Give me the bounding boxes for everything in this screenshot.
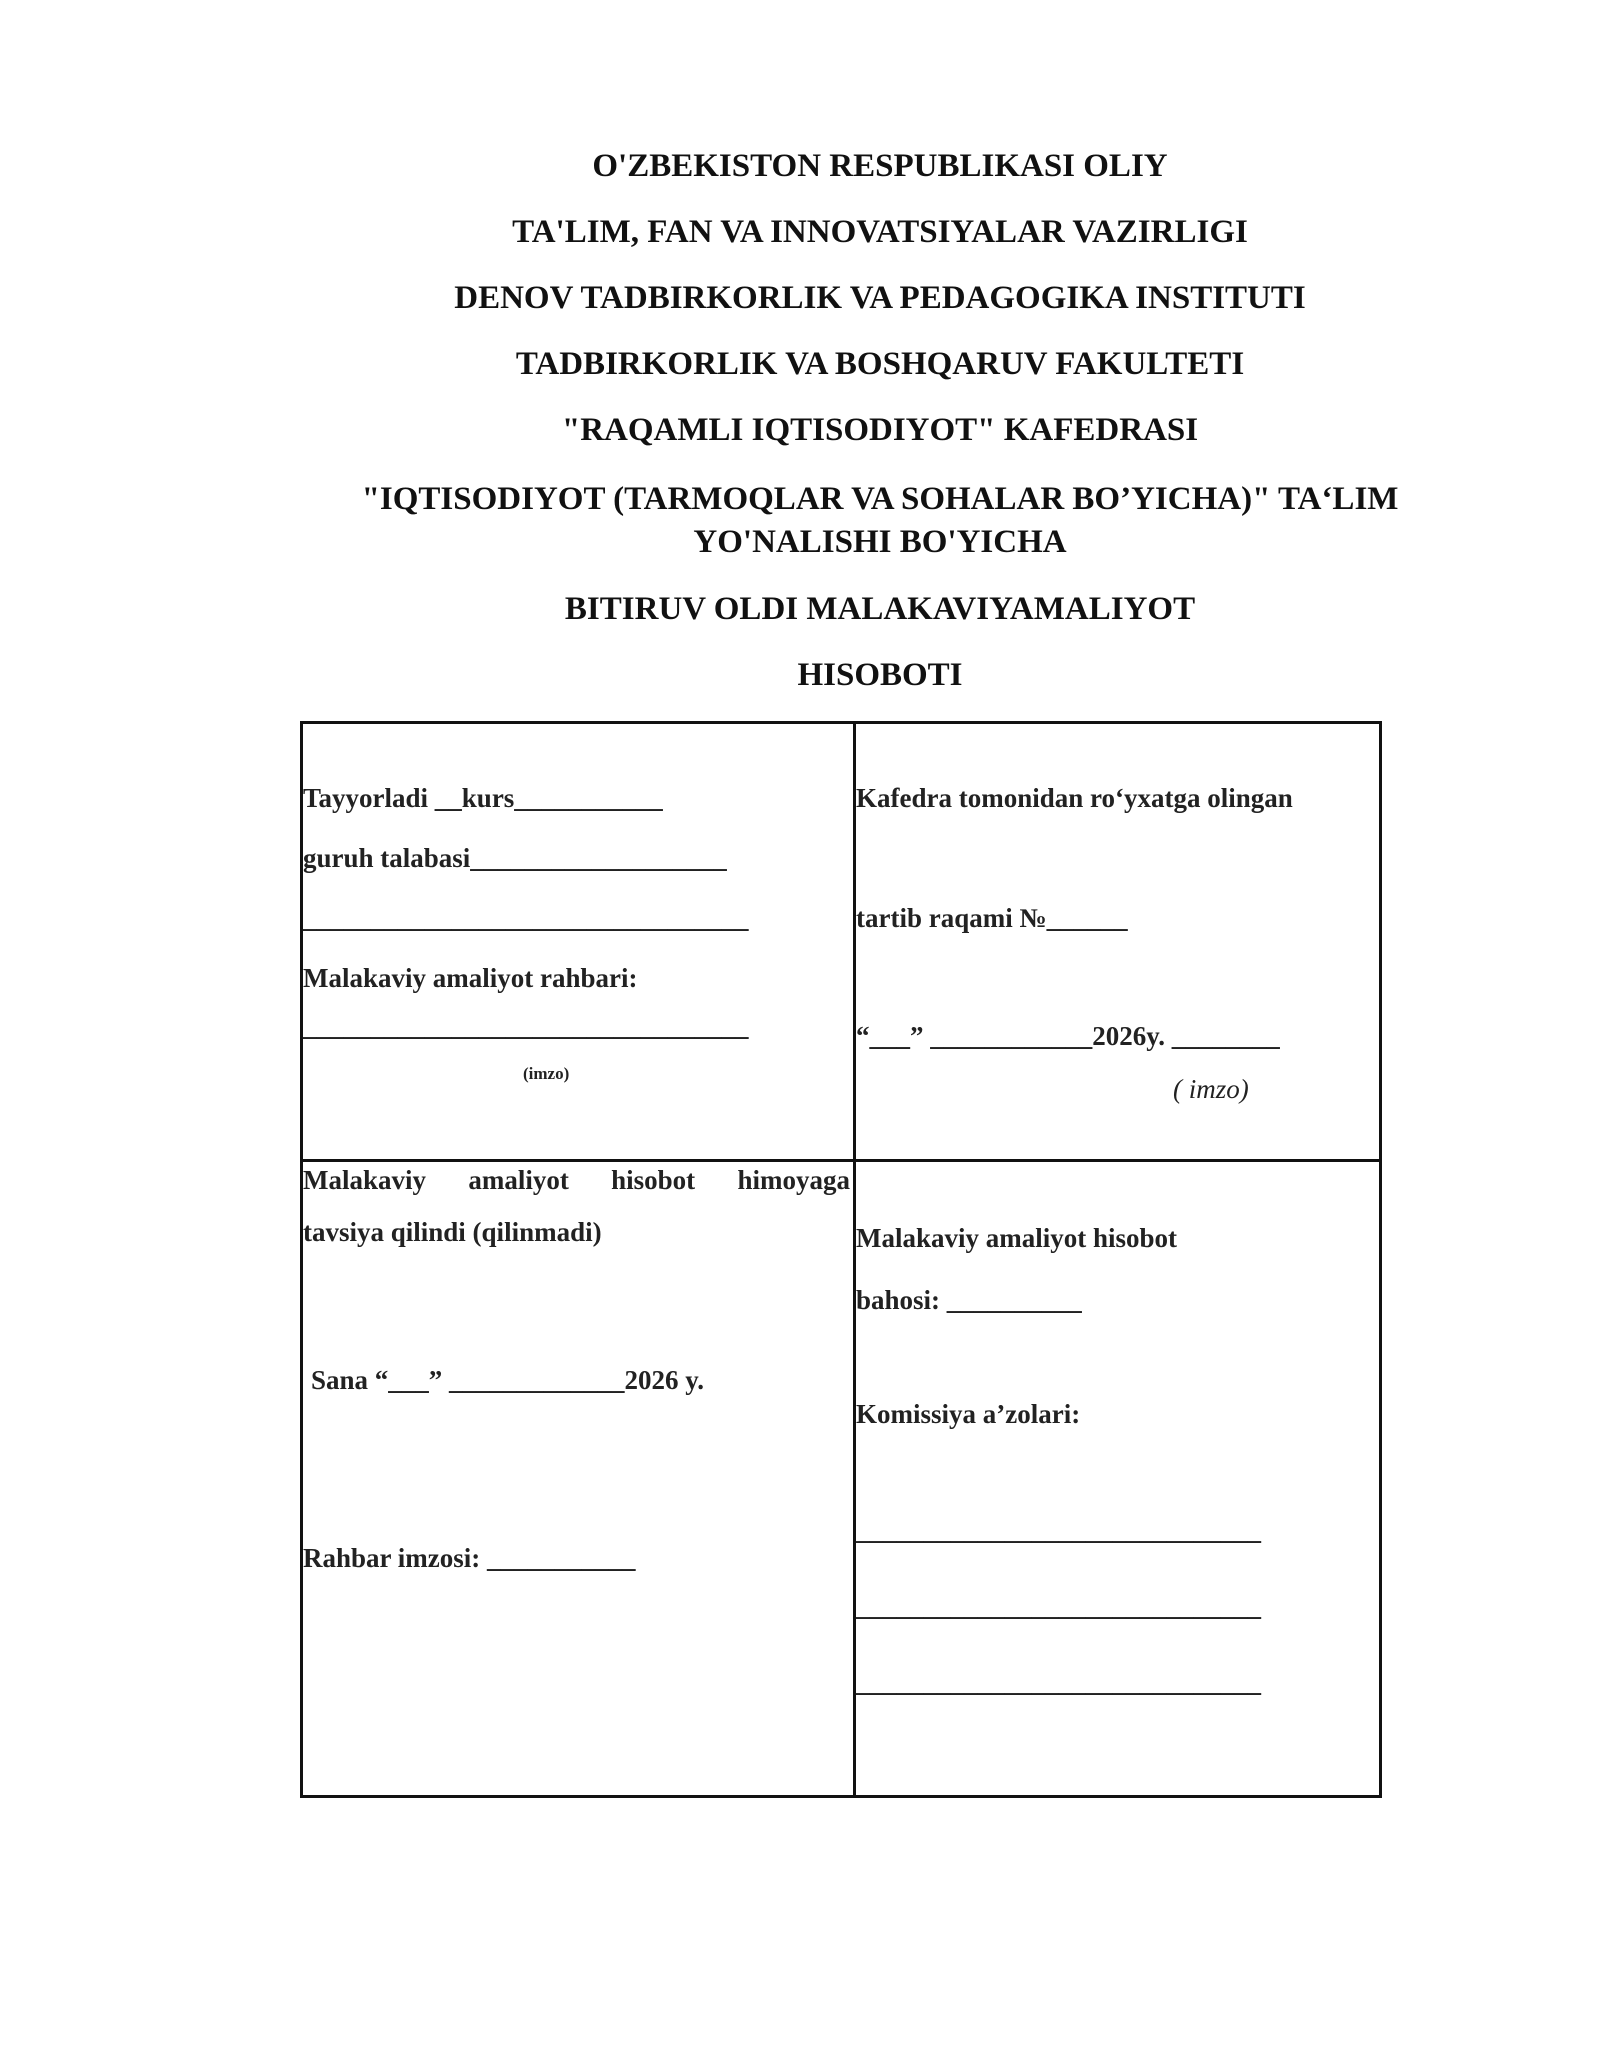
recommendation-date-field: Sana “___” _____________2026 y. [311, 1365, 705, 1395]
table-horizontal-divider [303, 1159, 1379, 1162]
ministry-heading-line2: TA'LIM, FAN VA INNOVATSIYALAR VAZIRLIGI [512, 214, 1248, 250]
supervisor-signature-field: Rahbar imzosi: ___________ [303, 1543, 636, 1573]
report-grade-field: bahosi: __________ [856, 1285, 1082, 1315]
department-heading: "RAQAMLI IQTISODIYOT" KAFEDRASI [561, 412, 1199, 448]
commission-member-line: ______________________________ [856, 1591, 1261, 1621]
supervisor-signature-line: _________________________________ [303, 1011, 749, 1041]
recommendation-line1: Malakaviy amaliyot hisobot himoyaga [303, 1165, 850, 1195]
direction-heading: "IQTISODIYOT (TARMOQLAR VA SOHALAR BO’YICHA)" TA‘LIM YO'NALISHI BO'YICHA [361, 481, 1399, 560]
table-vertical-divider [853, 724, 856, 1795]
supervisor-signature-hint: (imzo) [523, 1064, 570, 1083]
order-number-field: tartib raqami №______ [856, 903, 1128, 933]
registration-signature-hint: ( imzo) [1173, 1074, 1249, 1104]
supervisor-label: Malakaviy amaliyot rahbari: [303, 963, 638, 993]
report-subtitle: HISOBOTI [797, 657, 963, 693]
registration-date-field: “___” ____________2026y. ________ [856, 1021, 1280, 1051]
faculty-heading: TADBIRKORLIK VA BOSHQARUV FAKULTETI [515, 346, 1245, 382]
commission-label: Komissiya a’zolari: [856, 1399, 1081, 1429]
report-form-table [300, 721, 1382, 1798]
ministry-heading-line1: O'ZBEKISTON RESPUBLIKASI OLIY [592, 148, 1168, 184]
registration-label: Kafedra tomonidan ro‘yxatga olingan [856, 783, 1293, 813]
prepared-by-field: Tayyorladi __kurs___________ [303, 783, 663, 813]
group-student-field: guruh talabasi___________________ [303, 843, 727, 873]
report-title: BITIRUV OLDI MALAKAVIYAMALIYOT [564, 591, 1196, 627]
commission-member-line: ______________________________ [856, 1667, 1261, 1697]
commission-member-line: ______________________________ [856, 1515, 1261, 1545]
institute-heading: DENOV TADBIRKORLIK VA PEDAGOGIKA INSTITUTI [454, 280, 1306, 316]
report-grade-label: Malakaviy amaliyot hisobot [856, 1223, 1178, 1253]
student-name-line: _________________________________ [303, 903, 749, 933]
recommendation-line2: tavsiya qilindi (qilinmadi) [303, 1217, 602, 1247]
